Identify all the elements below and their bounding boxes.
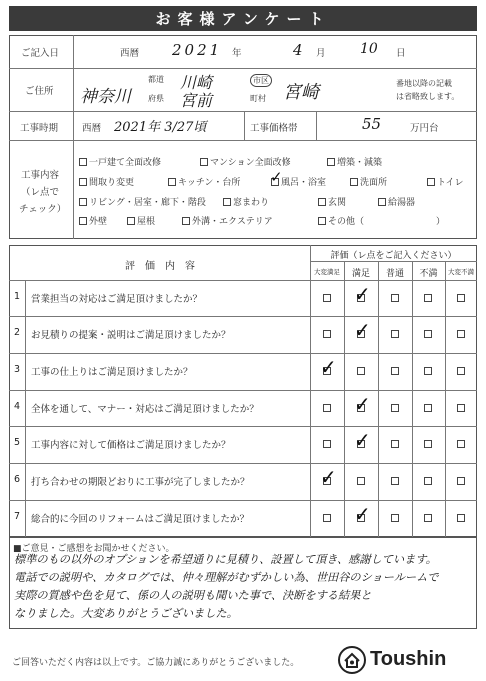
work-option-windows[interactable]: 窓まわり	[223, 195, 269, 208]
rating-checkbox[interactable]	[357, 367, 365, 375]
comment-line-2: 電話での説明や、カタログでは、仲々理解がむずかしい為、世田谷のショールームで	[14, 571, 439, 584]
rating-checkbox[interactable]	[323, 514, 331, 522]
work-option-washroom[interactable]: 洗面所	[350, 175, 387, 188]
date-month-value: 4	[293, 41, 303, 59]
brand-name: Toushin	[370, 648, 447, 670]
work-option-living[interactable]: リビング・居室・廊下・階段	[79, 195, 206, 208]
evaluation-content-header: 評 価 内 容	[125, 261, 195, 272]
work-option-layout[interactable]: 間取り変更	[79, 175, 134, 188]
evaluation-table	[9, 245, 477, 537]
work-option-kitchen[interactable]: キッチン・台所	[168, 175, 240, 188]
address-note-line2: は省略致します。	[396, 92, 460, 101]
work-option-full-mansion[interactable]: マンション全面改修	[200, 155, 291, 168]
rating-checkbox[interactable]	[391, 440, 399, 448]
work-option-exterior[interactable]: 外溝・エクステリア	[182, 214, 273, 227]
house-icon	[338, 646, 366, 674]
date-label: ご記入日	[21, 48, 60, 59]
work-option-extension[interactable]: 増築・減築	[327, 155, 382, 168]
rating-check-icon: ✓	[354, 282, 371, 306]
work-option-toilet[interactable]: トイレ	[427, 175, 464, 188]
footer-thanks: ご回答いただく内容は以上です。ご協力誠にありがとうございました。	[12, 658, 300, 668]
rating-checkbox[interactable]	[323, 330, 331, 338]
bathroom-check-icon: ✓	[270, 168, 283, 186]
rating-checkbox[interactable]	[457, 404, 465, 412]
date-day-suffix: 日	[396, 48, 406, 59]
date-day-value: 10	[360, 41, 378, 57]
rating-checkbox[interactable]	[391, 294, 399, 302]
question-number: 2	[13, 327, 21, 338]
question-number: 6	[13, 474, 21, 485]
rating-checkbox[interactable]	[323, 440, 331, 448]
work-option-exterior-wall[interactable]: 外壁	[79, 214, 107, 227]
question-number: 5	[13, 437, 21, 448]
work-option-bathroom[interactable]: 風呂・浴室	[271, 175, 326, 188]
rating-checkbox[interactable]	[357, 477, 365, 485]
question-text: 打ち合わせの期限どおりに工事が完了しましたか？	[31, 477, 250, 488]
question-text: 総合的に今回のリフォームはご満足頂けましたか？	[31, 514, 250, 525]
rating-checkbox[interactable]	[391, 477, 399, 485]
survey-title: お客様アンケート	[9, 6, 477, 31]
work-option-other[interactable]: その他（ ）	[318, 214, 445, 227]
work-period-label: 工事時期	[20, 123, 59, 134]
date-year-suffix: 年	[232, 48, 242, 59]
question-number: 1	[13, 291, 21, 302]
work-content-label-line2: （レ点で	[21, 187, 60, 198]
question-text: 全体を通して、マナー・対応はご満足頂けましたか？	[31, 404, 259, 415]
question-number: 3	[13, 364, 21, 375]
rating-check-icon: ✓	[320, 465, 337, 489]
work-option-water-heater[interactable]: 給湯器	[378, 195, 415, 208]
address-note-line1: 番地以降の記載	[396, 79, 452, 88]
rating-checkbox[interactable]	[323, 294, 331, 302]
scale-very-dissatisfied: 大変不満	[448, 268, 474, 276]
address-prefecture: 神奈川	[80, 87, 131, 107]
rating-checkbox[interactable]	[391, 404, 399, 412]
scale-satisfied: 満足	[351, 269, 370, 279]
rating-checkbox[interactable]	[424, 330, 432, 338]
rating-check-icon: ✓	[354, 392, 371, 416]
rating-checkbox[interactable]	[457, 294, 465, 302]
rating-checkbox[interactable]	[457, 514, 465, 522]
evaluation-rating-header: 評価（レ点をご記入ください）	[330, 251, 457, 261]
rating-checkbox[interactable]	[391, 330, 399, 338]
rating-checkbox[interactable]	[457, 440, 465, 448]
work-option-roof[interactable]: 屋根	[127, 214, 155, 227]
question-text: 工事の仕上りはご満足頂けましたか？	[31, 367, 193, 378]
scale-dissatisfied: 不満	[419, 269, 438, 279]
rating-checkbox[interactable]	[457, 477, 465, 485]
address-city-suffix-top: 市区	[250, 74, 272, 87]
rating-checkbox[interactable]	[323, 404, 331, 412]
address-pref-suffix-top: 都道	[148, 75, 164, 84]
date-month-suffix: 月	[316, 48, 326, 59]
question-text: 工事内容に対して価格はご満足頂けましたか？	[31, 440, 231, 451]
question-text: 営業担当の対応はご満足頂けましたか？	[31, 294, 203, 305]
work-content-label-line3: チェック）	[19, 204, 67, 215]
work-period-era-label: 西暦	[82, 123, 102, 134]
rating-checkbox[interactable]	[457, 330, 465, 338]
scale-normal: 普通	[385, 269, 404, 279]
question-number: 4	[13, 401, 21, 412]
rating-check-icon: ✓	[354, 318, 371, 342]
rating-check-icon: ✓	[354, 502, 371, 526]
work-option-entrance[interactable]: 玄関	[318, 195, 346, 208]
rating-checkbox[interactable]	[424, 294, 432, 302]
comment-line-1: 標準のもの以外のオプションを希望通りに見積り、設置して頂き、感謝しています。	[14, 553, 437, 566]
rating-checkbox[interactable]	[424, 477, 432, 485]
rating-checkbox[interactable]	[424, 440, 432, 448]
work-period-value: 2021年 3/27頃	[114, 120, 207, 135]
rating-check-icon: ✓	[354, 428, 371, 452]
rating-checkbox[interactable]	[424, 367, 432, 375]
question-text: お見積りの提案・説明はご満足頂けましたか？	[31, 330, 231, 341]
rating-checkbox[interactable]	[424, 514, 432, 522]
comment-line-3: 実際の質感や色を見て、係の人の説明も聞いた事で、決断をする結果と	[14, 589, 372, 602]
date-year-value: 2021	[172, 41, 223, 59]
price-unit: 万円台	[410, 123, 439, 134]
comment-line-4: なりました。大変ありがとうございました。	[14, 607, 238, 620]
address-pref-suffix-bottom: 府県	[148, 94, 164, 103]
rating-check-icon: ✓	[320, 355, 337, 379]
question-number: 7	[13, 511, 21, 522]
price-range-label: 工事価格帯	[250, 123, 298, 134]
address-label: ご住所	[25, 86, 54, 97]
scale-very-satisfied: 大変満足	[314, 268, 340, 276]
rating-checkbox[interactable]	[391, 367, 399, 375]
comments-label: ■ご意見・ご感想をお聞かせください。	[13, 544, 175, 554]
address-city: 川崎	[180, 73, 213, 92]
rating-checkbox[interactable]	[457, 367, 465, 375]
work-option-full-house[interactable]: 一戸建て全面改修	[79, 155, 161, 168]
brand-logo	[338, 645, 478, 675]
info-section	[9, 35, 477, 239]
address-district: 宮前	[180, 91, 213, 110]
rating-checkbox[interactable]	[391, 514, 399, 522]
work-content-label: 工事内容	[21, 170, 60, 181]
address-city-suffix-bottom: 町村	[250, 94, 266, 103]
rating-checkbox[interactable]	[424, 404, 432, 412]
date-era-label: 西暦	[120, 48, 140, 59]
address-town: 宮崎	[283, 82, 319, 103]
price-value: 55	[362, 115, 382, 133]
